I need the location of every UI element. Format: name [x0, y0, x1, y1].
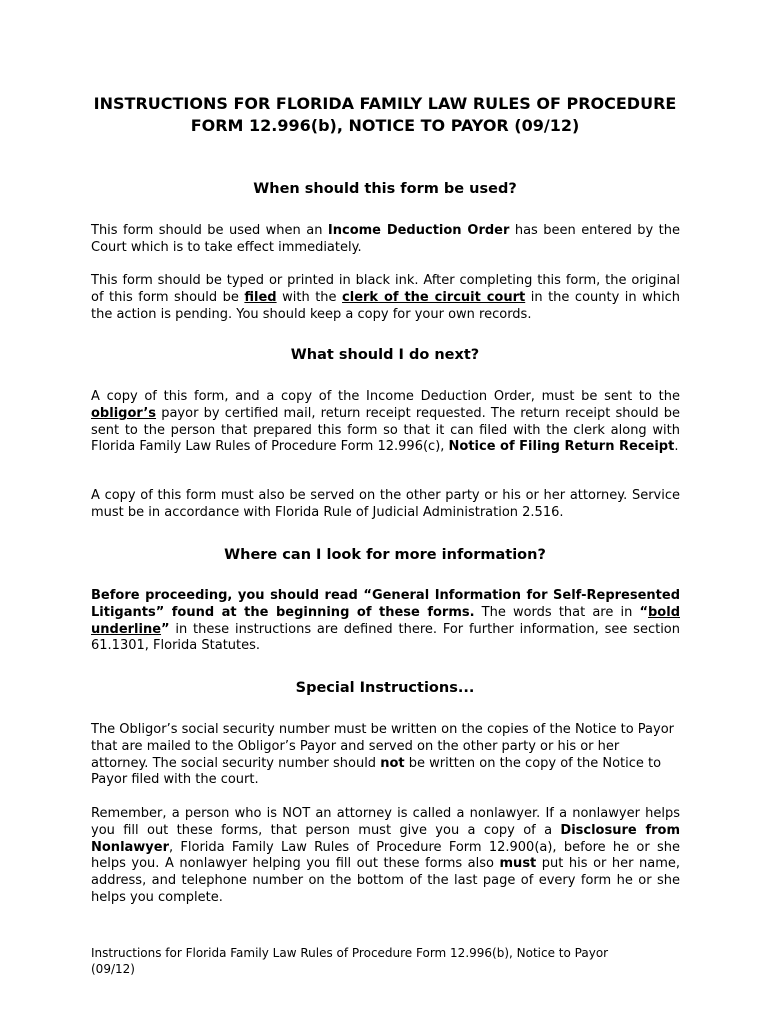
title-line-1: INSTRUCTIONS FOR FLORIDA FAMILY LAW RULES OF PROCEDURE: [93, 94, 677, 113]
title-line-2: FORM 12.996(b), NOTICE TO PAYOR (09/12): [190, 115, 580, 135]
heading-next: What should I do next?: [290, 347, 480, 363]
paragraph-next-1: A copy of this form, and a copy of the Income Deduction Order, must be sent to the obligor’s payor by certified mail, return receipt requested. The return receipt should be sent to the person that prepared this form so that it can filed with the clerk along with Florida Family Law Rules of Procedure Form 12.996(c), Notice of Filing Return Receipt.: [91, 389, 680, 455]
heading-special: Special Instructions...: [295, 680, 475, 696]
paragraph-when-2: This form should be typed or printed in black ink. After completing this form, the original of this form should be filed with the clerk of the circuit court in the county in which the action is pending. You should keep a copy for your own records.: [91, 273, 681, 322]
heading-info: Where can I look for more information?: [224, 547, 546, 563]
term-clerk-of-circuit-court: clerk of the circuit court: [342, 289, 526, 305]
term-obligor: obligor’s: [91, 405, 157, 421]
paragraph-special-2: Remember, a person who is NOT an attorney is called a nonlawyer. If a nonlawyer helps you fill out these forms, that person must give you a copy of a Disclosure from Nonlawyer, Florida Family Law Rules of Procedure Form 12.900(a), before he or she helps you. A nonlawyer helping you fill out these forms also must put his or her name, address, and telephone number on the bottom of the last page of every form he or she helps you complete.: [91, 806, 680, 905]
paragraph-special-1: The Obligor’s social security number must be written on the copies of the Notice to Payor that are mailed to the Obligor’s Payor and served on the other party or his or her attorney. The social security number should not be written on the copy of the Notice to Payor filed with the court.: [91, 722, 675, 788]
paragraph-info-1: Before proceeding, you should read “General Information for Self-Represented Litigants” found at the beginning of these forms. The words that are in “bold underline” in these instructions are defined there. For further information, see section 61.1301, Florida Statutes.: [91, 588, 680, 654]
term-bold-underline: bold underline: [91, 604, 680, 637]
paragraph-when-1: This form should be used when an Income Deduction Order has been entered by the Court which is to take effect immediately.: [91, 223, 680, 255]
heading-when: When should this form be used?: [253, 181, 517, 197]
page-footer: Instructions for Florida Family Law Rules of Procedure Form 12.996(b), Notice to Payor (09/12): [91, 946, 609, 976]
paragraph-next-2: A copy of this form must also be served on the other party or his or her attorney. Service must be in accordance with Florida Rule of Judicial Administration 2.516.: [91, 488, 680, 520]
term-filed: filed: [244, 289, 277, 305]
document-title: [90, 93, 680, 136]
